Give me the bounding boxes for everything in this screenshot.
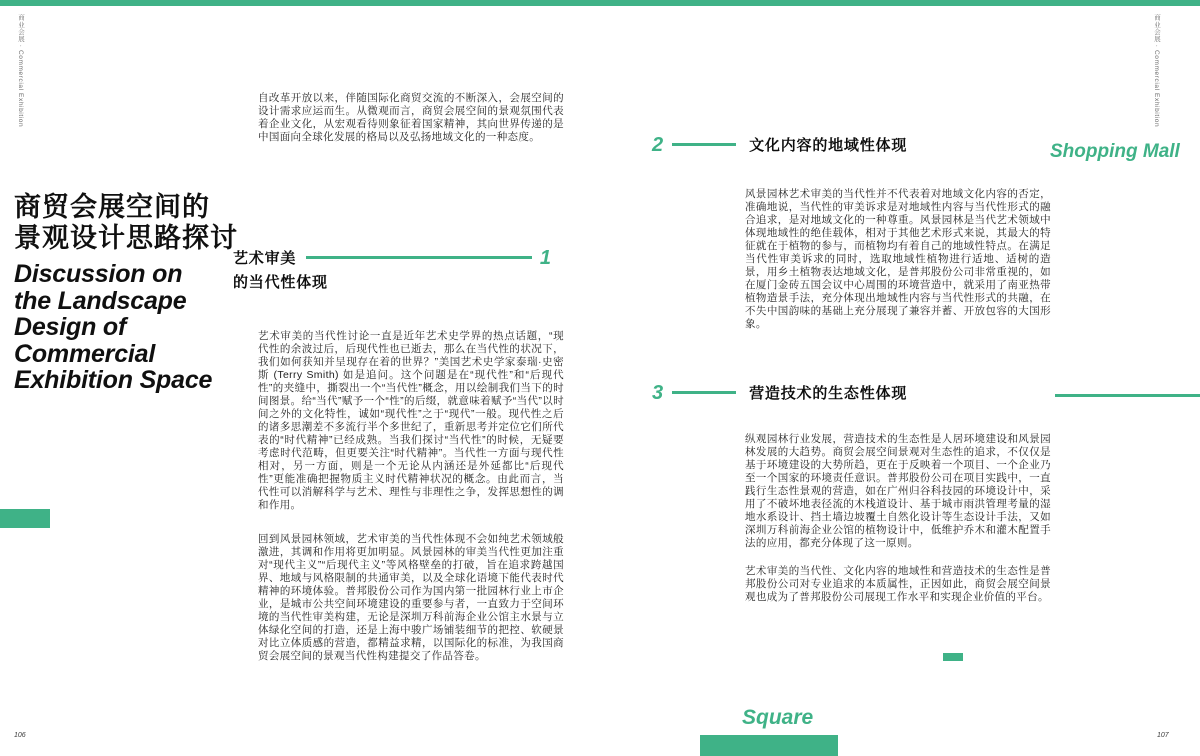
- section3-heading: [652, 382, 907, 403]
- left-edge-vertical-label: 商业会展 · Commercial Exhibition: [17, 14, 24, 128]
- right-edge-accent-rule: [1055, 394, 1200, 397]
- section3-number: 3: [652, 381, 664, 404]
- section2-number: 2: [652, 133, 664, 156]
- section3-body: [745, 433, 1051, 604]
- article-title-zh-line1: 商贸会展空间的: [14, 192, 210, 222]
- left-edge-accent-rect: [0, 509, 50, 528]
- small-accent-rect: [943, 653, 963, 661]
- square-label: Square: [742, 706, 814, 729]
- page-number-left: 106: [14, 732, 26, 739]
- shopping-mall-label: Shopping Mall: [1050, 141, 1180, 162]
- article-title-en-line2: the Landscape: [14, 286, 187, 315]
- section1-rule: [306, 256, 532, 259]
- section1-paragraph-1: 艺术审美的当代性讨论一直是近年艺术史学界的热点话题，“现代性的余波过后，后现代性也已逝去，那么在当代性的状况下，我们如何获知并呈现存在着的世界？”美国艺术史学家泰瑞·史密斯 (Terry Smith) 如是追问。这个问题是在“现代性”和“后现代性”的夹缝中，撕裂出一个“当代性”概念，用以绘制我们当下的时间图景。给“当代”赋予一个“性”的后缀，就意味着赋予“当代”以时间之外的文化特性，诚如“现代性”之于“现代”一般。现代性之后的诸多思潮差不多流行半个多世纪了，重新思考并定位它们所代表的“时代精神”已经成熟。当我们探讨“当代性”的时候，无疑要考虑时代范畴，但更要关注“时代精神”。当代性一方面与现代性相对，另一方面，则是一个无论从内涵还是外延都比“后现代性”更能准确把握物质主义时代精神状况的概念。由此而言，当代性可以消解科学与艺术、理性与非理性之争，发挥思想性的调和作用。: [258, 330, 564, 511]
- article-title-block: [14, 192, 254, 394]
- section3-title: 营造技术的生态性体现: [749, 385, 908, 402]
- article-title-en-line4: Commercial: [14, 339, 156, 368]
- article-title-zh-line2: 景观设计思路探讨: [14, 223, 238, 253]
- section2-heading: [652, 134, 907, 155]
- section3-paragraph-1: 纵观园林行业发展，营造技术的生态性是人居环境建设和风景园林发展的大趋势。商贸会展空间景观对生态性的追求，不仅仅是基于环境建设的大势所趋，更在于反映着一个项目、一个企业乃至一个国家的环境责任意识。普邦股份公司在项目实践中，一直践行生态性景观的营造，如在广州归谷科技园的环境设计中，采用了不破坏地表径流的木栈道设计、基于城市雨洪管理考量的湿地水系设计、挡土墙边坡覆土自然化设计等生态设计手法，又如深圳万科前海企业公馆的植物设计中，低维护乔木和灌木配置手法的应用，都充分体现了这一原则。: [745, 433, 1051, 549]
- page-number-right: 107: [1157, 732, 1169, 739]
- article-title-en-line5: Exhibition Space: [14, 366, 213, 394]
- intro-paragraph: 自改革开放以来，伴随国际化商贸交流的不断深入，会展空间的设计需求应运而生。从微观而言，商贸会展空间的景观氛围代表着企业文化，从宏观看待则象征着国家精神，其向世界传递的是中国面向全球化发展的格局以及弘扬地域文化的一种态度。: [258, 92, 564, 143]
- section2-rule: [672, 143, 736, 146]
- section3-rule: [672, 391, 736, 394]
- section1-title-line1: 艺术审美: [233, 250, 297, 267]
- section1-body: [258, 330, 564, 663]
- section3-paragraph-2: 艺术审美的当代性、文化内容的地域性和营造技术的生态性是普邦股份公司对专业追求的本质属性，正因如此，商贸会展空间景观也成为了普邦股份公司展现工作水平和实现企业价值的平台。: [745, 565, 1051, 603]
- bottom-accent-rect: [700, 735, 838, 756]
- article-title-en-line3: Design of: [14, 313, 127, 341]
- section1-title-line2: 的当代性体现: [233, 274, 328, 291]
- article-title-en-line1: Discussion on: [14, 260, 183, 288]
- top-accent-bar: [0, 0, 1200, 6]
- section2-body: [745, 188, 1051, 331]
- section1-heading: [233, 247, 551, 292]
- section1-number: 1: [539, 246, 551, 269]
- section2-paragraph-1: 风景园林艺术审美的当代性并不代表着对地域文化内容的否定，准确地说，当代性的审美诉求是对地域性内容与当代性形式的融合追求，是对地域文化的一种尊重。风景园林是当代艺术领域中体现地域性的绝佳载体，相对于其他艺术形式来说，其最大的特征就在于植物的参与，而植物均有着自己的地域性特点。在满足当代性审美诉求的同时，选取地域性植物进行适地、适树的造景，用乡土植物表达地域文化，是普邦股份公司非常重视的，如在厦门金砖五国会议中心周围的环境营造中，就采用了南亚热带植物造景手法，充分体现出地域性内容与当代性形式的共融，在不失中国韵味的基础上充分展现了兼容并蓄、开放包容的大国形象。: [745, 188, 1051, 330]
- section2-title: 文化内容的地域性体现: [749, 137, 908, 154]
- right-edge-vertical-label: 商业会展 · Commercial Exhibition: [1153, 14, 1160, 128]
- section1-paragraph-2: 回到风景园林领域，艺术审美的当代性体现不会如纯艺术领域般激进，其调和作用将更加明显。风景园林的审美当代性更加注重对“现代主义”“后现代主义”等风格壁垒的打破，旨在追求跨越国界、地域与风格限制的共通审美，以及全球化语境下能代表时代精神的环境体验。普邦股份公司作为国内第一批园林行业上市企业，是城市公共空间环境建设的重要参与者，一直致力于空间环境的当代性审美构建，无论是深圳万科前海企业公馆主水景与立体绿化空间的打造，还是上海中骏广场铺装细节的把控、软硬景对比立体质感的营造，都精益求精，以国际化的标准，为我国商贸会展空间的景观当代性构建提交了作品答卷。: [258, 533, 564, 662]
